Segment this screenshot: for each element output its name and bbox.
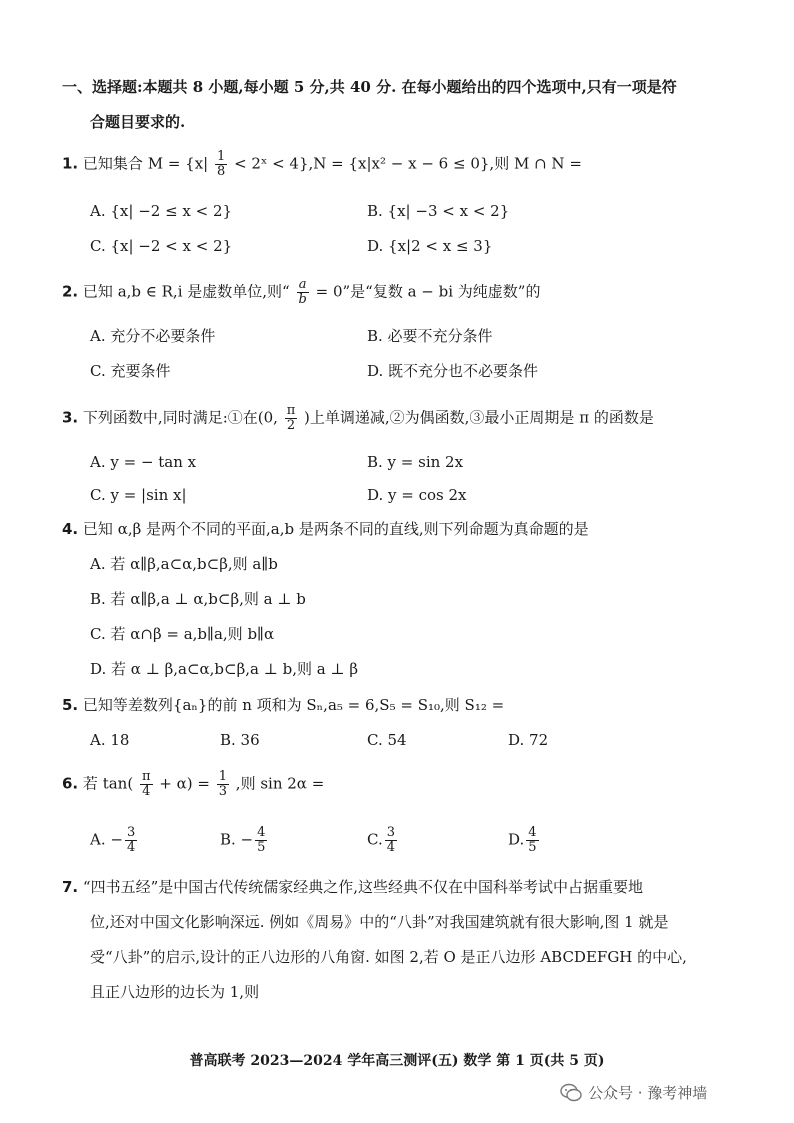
fraction: $\frac{1}{3}$: [218, 769, 228, 799]
q1-option-d: D. {x|2 < x ≤ 3}: [367, 237, 493, 255]
section-heading-line1: 一、选择题:本题共 8 小题,每小题 5 分,共 40 分. 在每小题给出的四个选项中,只有一项是符: [62, 78, 677, 96]
question-6: 6. 若 tan( $\frac{\pi}{4}$ + α) = $\frac{1}{3}$ ,则 sin 2α =: [62, 769, 325, 799]
fraction: $\frac{1}{8}$: [217, 149, 226, 179]
q7-line-2: 位,还对中国文化影响深远. 例如《周易》中的“八卦”对我国建筑就有很大影响,图 1 就是: [90, 913, 669, 931]
q6-option-d: D. $\frac{4}{5}$: [508, 825, 537, 855]
q1-option-a: A. {x| −2 ≤ x < 2}: [90, 202, 233, 220]
question-7: 7. “四书五经”是中国古代传统儒家经典之作,这些经典不仅在中国科举考试中占据重要地: [62, 878, 644, 896]
fraction: $\frac{3}{4}$: [126, 825, 136, 855]
question-3: 3. 下列函数中,同时满足:①在(0, $\frac{\pi}{2}$ )上单调递减,②为偶函数,③最小正周期是 π 的函数是: [62, 403, 654, 433]
watermark: 公众号 · 豫考神墙: [560, 1082, 707, 1103]
q5-option-c: C. 54: [367, 731, 407, 749]
fraction: $\frac{a}{b}$: [298, 277, 307, 307]
q4-option-c: C. 若 α∩β = a,b∥a,则 b∥α: [90, 625, 275, 643]
q7-line-4: 且正八边形的边长为 1,则: [90, 983, 260, 1001]
q3-option-d: D. y = cos 2x: [367, 486, 467, 504]
question-5: 5. 已知等差数列{aₙ}的前 n 项和为 Sₙ,a₅ = 6,S₅ = S₁₀,则 S₁₂ =: [62, 696, 505, 714]
fraction: $\frac{\pi}{4}$: [141, 769, 151, 799]
q5-option-d: D. 72: [508, 731, 549, 749]
question-4: 4. 已知 α,β 是两个不同的平面,a,b 是两条不同的直线,则下列命题为真命题的是: [62, 520, 589, 538]
q5-option-a: A. 18: [90, 731, 130, 749]
q2-option-a: A. 充分不必要条件: [90, 327, 216, 345]
question-2: 2. 已知 a,b ∈ R,i 是虚数单位,则“ $\frac{a}{b}$ = 0”是“复数 a − bi 为纯虚数”的: [62, 277, 541, 307]
fraction: $\frac{4}{5}$: [528, 825, 537, 855]
section-heading-line2: 合题目要求的.: [90, 113, 186, 131]
q2-option-d: D. 既不充分也不必要条件: [367, 362, 539, 380]
q3-option-c: C. y = |sin x|: [90, 486, 187, 504]
q6-option-b: B. − $\frac{4}{5}$: [220, 825, 266, 855]
q4-option-d: D. 若 α ⊥ β,a⊂α,b⊂β,a ⊥ b,则 a ⊥ β: [90, 660, 359, 678]
q1-option-c: C. {x| −2 < x < 2}: [90, 237, 233, 255]
q4-option-b: B. 若 α∥β,a ⊥ α,b⊂β,则 a ⊥ b: [90, 590, 306, 608]
fraction: $\frac{3}{4}$: [386, 825, 395, 855]
fraction: $\frac{4}{5}$: [257, 825, 266, 855]
wechat-icon: [560, 1083, 582, 1103]
q1-option-b: B. {x| −3 < x < 2}: [367, 202, 510, 220]
q5-option-b: B. 36: [220, 731, 260, 749]
q2-option-b: B. 必要不充分条件: [367, 327, 493, 345]
q6-option-c: C. $\frac{3}{4}$: [367, 825, 395, 855]
q2-option-c: C. 充要条件: [90, 362, 171, 380]
q3-option-a: A. y = − tan x: [90, 453, 197, 471]
q4-option-a: A. 若 α∥β,a⊂α,b⊂β,则 a∥b: [90, 555, 278, 573]
fraction: $\frac{\pi}{2}$: [286, 403, 296, 433]
q6-option-a: A. − $\frac{3}{4}$: [90, 825, 136, 855]
question-1: 1. 已知集合 M = {x| $\frac{1}{8}$ < 2ˣ < 4},N = {x|x² − x − 6 ≤ 0},则 M ∩ N =: [62, 149, 582, 179]
q7-line-3: 受“八卦”的启示,设计的正八边形的八角窗. 如图 2,若 O 是正八边形 ABCDEFGH 的中心,: [90, 948, 687, 966]
page-footer: 普高联考 2023—2024 学年高三测评(五) 数学 第 1 页(共 5 页): [189, 1053, 605, 1069]
q3-option-b: B. y = sin 2x: [367, 453, 464, 471]
